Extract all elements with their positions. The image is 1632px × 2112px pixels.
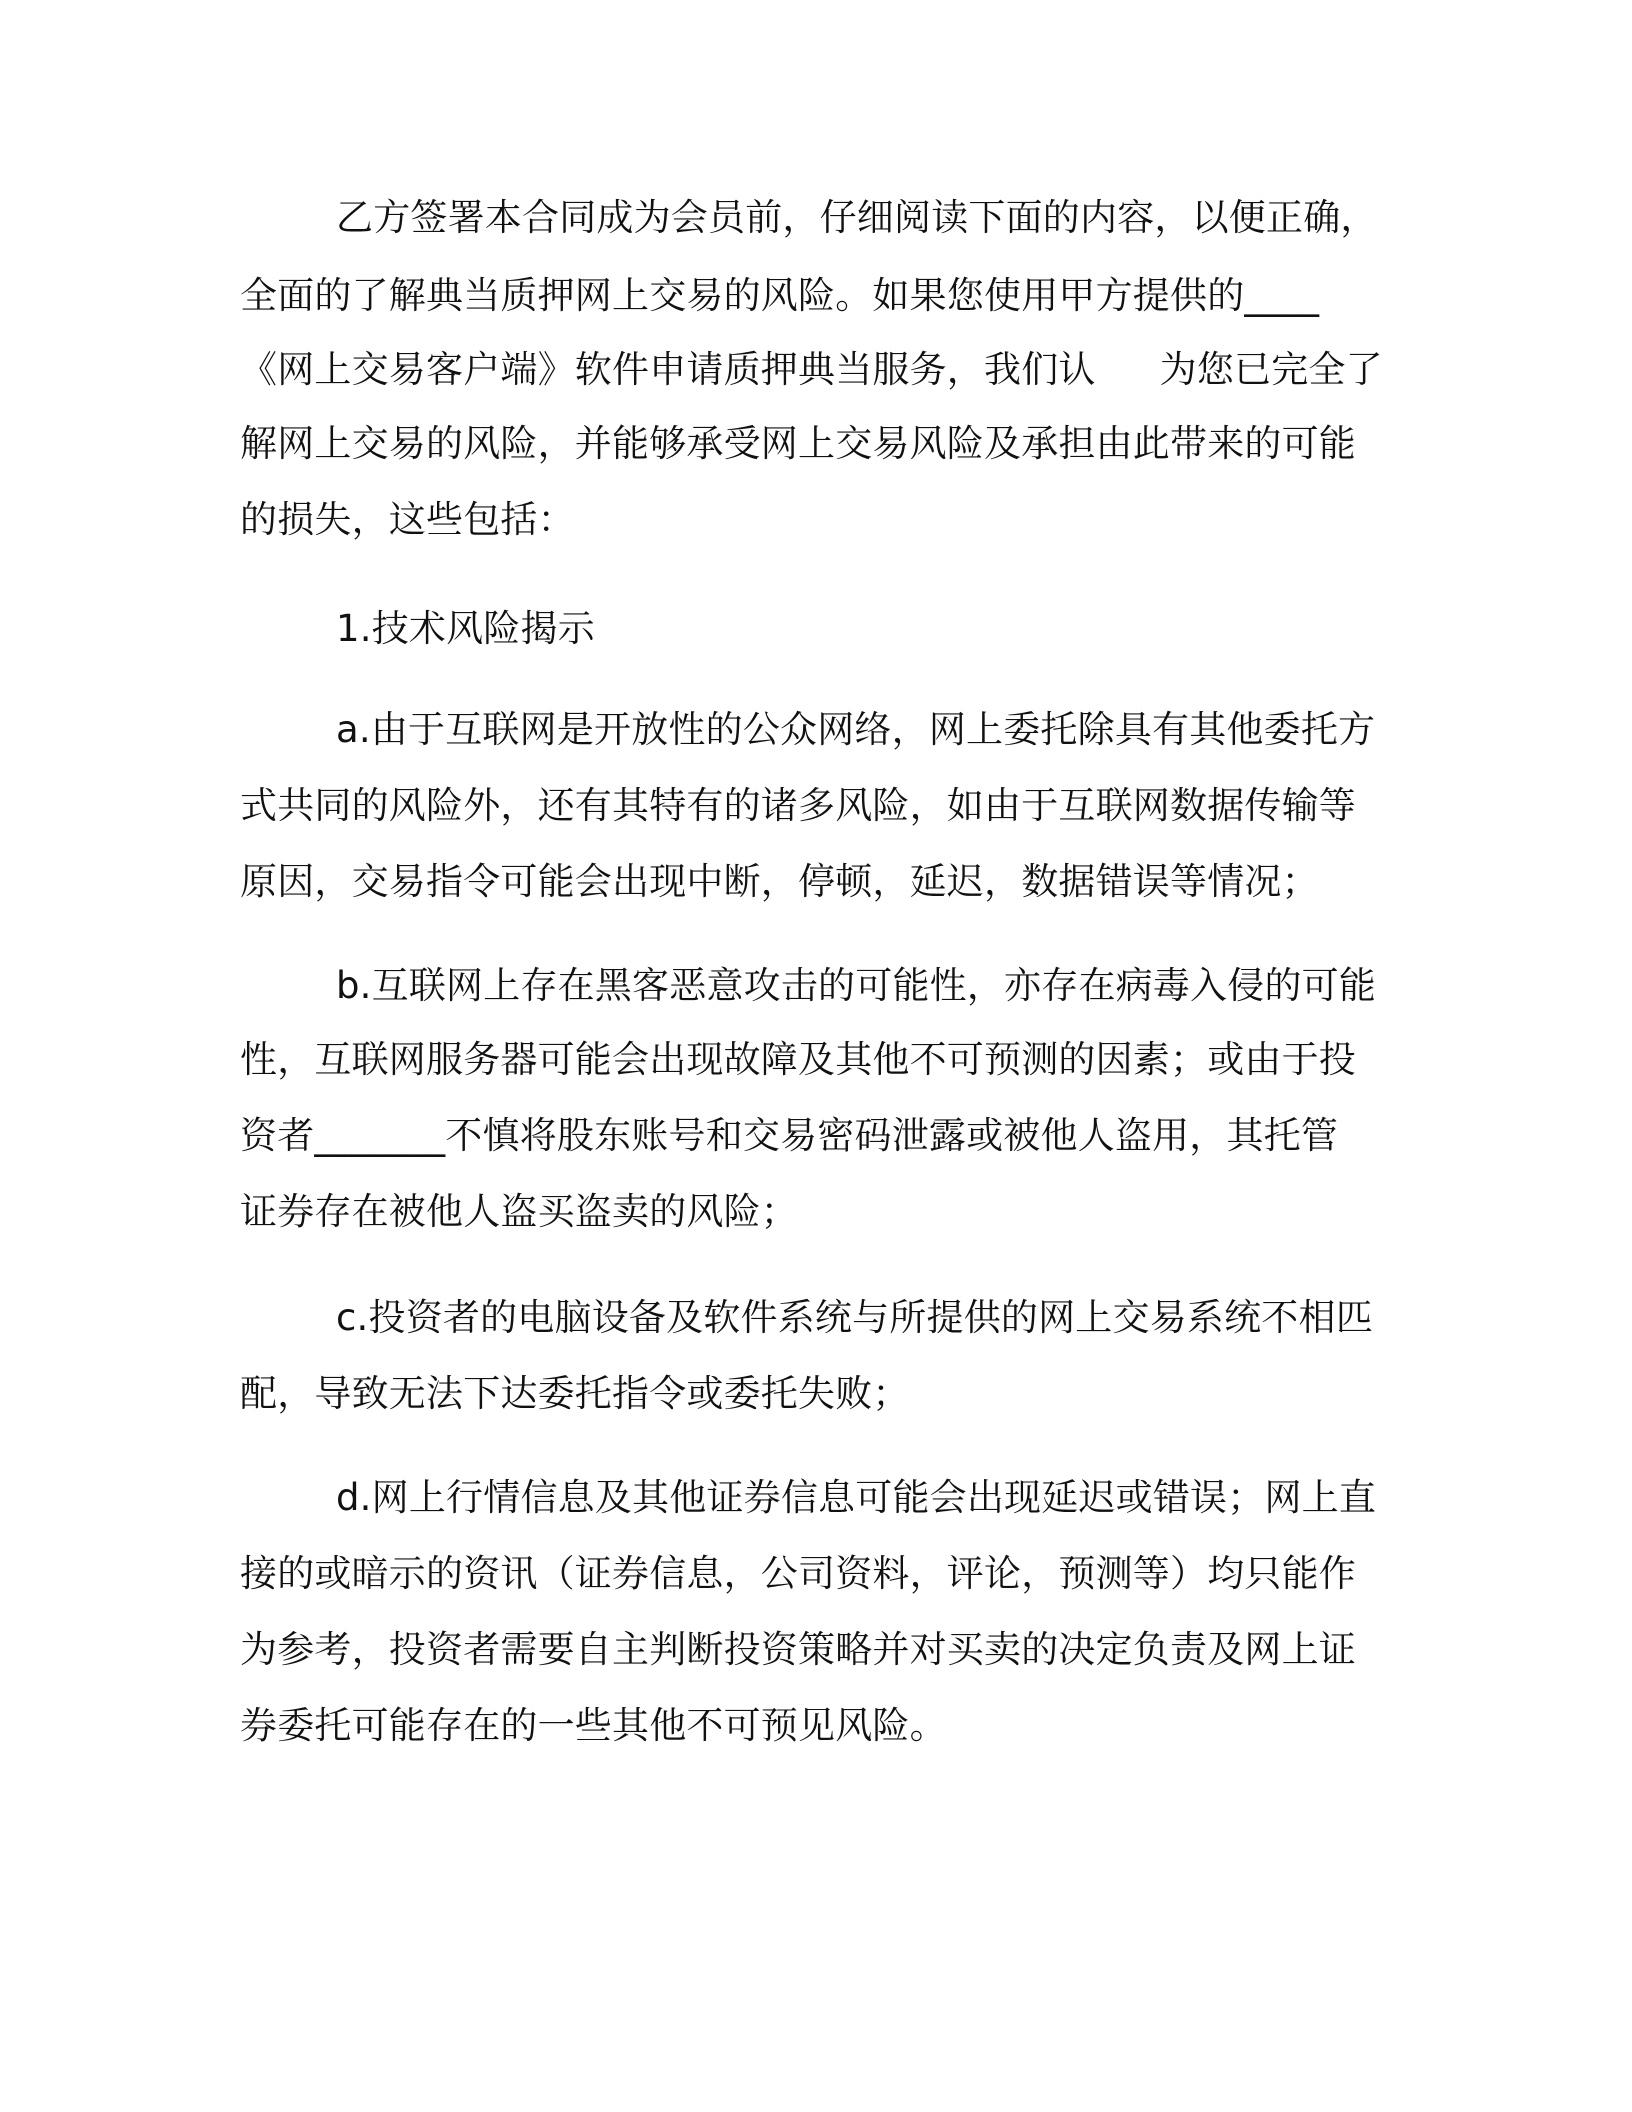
item-c-line-1: c.投资者的电脑设备及软件系统与所提供的网上交易系统不相匹 xyxy=(336,1296,1373,1339)
item-d-line-1: d.网上行情信息及其他证券信息可能会出现延迟或错误；网上直 xyxy=(336,1476,1377,1519)
intro-line-2: 全面的了解典当质押网上交易的风险。如果您使用甲方提供的____ xyxy=(240,274,1320,317)
item-d-line-3: 为参考，投资者需要自主判断投资策略并对买卖的决定负责及网上证 xyxy=(240,1628,1356,1671)
intro-line-3 xyxy=(240,346,1383,394)
item-a-line-3: 原因，交易指令可能会出现中断，停顿，延迟，数据错误等情况； xyxy=(240,860,1319,903)
item-b-line-3: 资者_______不慎将股东账号和交易密码泄露或被他人盗用，其托管 xyxy=(240,1114,1339,1157)
item-a-line-1: a.由于互联网是开放性的公众网络，网上委托除具有其他委托方 xyxy=(336,708,1376,751)
section-1-heading: 1.技术风险揭示 xyxy=(336,607,595,650)
item-b-line-4: 证券存在被他人盗买盗卖的风险； xyxy=(240,1190,798,1233)
item-d-line-4: 券委托可能存在的一些其他不可预见风险。 xyxy=(240,1704,947,1747)
item-b-line-2: 性，互联网服务器可能会出现故障及其他不可预测的因素；或由于投 xyxy=(240,1038,1356,1081)
item-a-line-2: 式共同的风险外，还有其特有的诸多风险，如由于互联网数据传输等 xyxy=(240,784,1356,827)
item-d-line-2: 接的或暗示的资讯（证券信息，公司资料，评论，预测等）均只能作 xyxy=(240,1552,1356,1595)
intro-line-1: 乙方签署本合同成为会员前，仔细阅读下面的内容，以便正确， xyxy=(336,196,1378,239)
intro-line-3-right: 为您已完全了 xyxy=(1159,348,1383,391)
intro-line-5: 的损失，这些包括： xyxy=(240,498,575,541)
intro-line-3-left: 《网上交易客户端》软件申请质押典当服务，我们认 xyxy=(240,348,1096,391)
intro-line-4: 解网上交易的风险，并能够承受网上交易风险及承担由此带来的可能 xyxy=(240,422,1356,465)
item-b-line-1: b.互联网上存在黑客恶意攻击的可能性，亦存在病毒入侵的可能 xyxy=(336,964,1377,1007)
item-c-line-2: 配，导致无法下达委托指令或委托失败； xyxy=(240,1372,910,1415)
